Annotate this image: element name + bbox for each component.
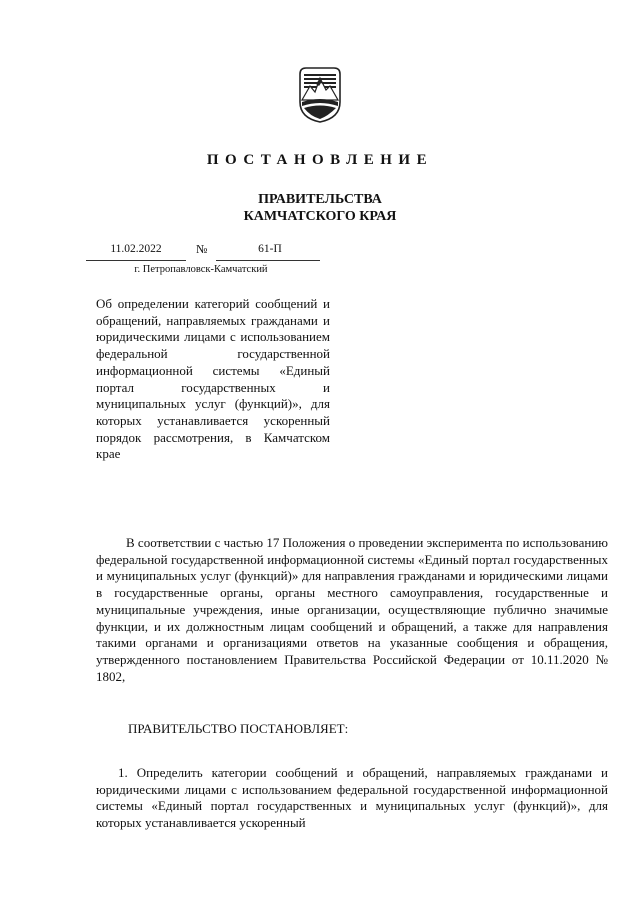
number-underline — [216, 260, 320, 261]
document-subject: Об определении категорий сообщений и обращений, направляемых гражданами и юридическими лицами с использованием федеральной государственной информационной системы «Единый портал государственных и муниципальных услуг (функций)», для которых устанавливается ускоренный порядок рассмотрения, в Камчатском крае — [96, 296, 330, 462]
document-date: 11.02.2022 — [110, 243, 162, 255]
authority-line-2: КАМЧАТСКОГО КРАЯ — [243, 209, 397, 224]
document-number: 61-П — [258, 243, 282, 255]
issuing-authority — [0, 191, 640, 225]
document-title: ПОСТАНОВЛЕНИЕ — [206, 152, 434, 168]
document-city: г. Петропавловск-Камчатский — [134, 264, 268, 275]
clause-1-paragraph: 1. Определить категории сообщений и обращений, направляемых гражданами и юридическими лицами с использованием федеральной государственной информационной системы «Единый портал государственных и муниципальных услуг (функций)», для которых устанавливается ускоренный — [96, 765, 608, 831]
number-sign: № — [196, 242, 208, 256]
decree-statement: ПРАВИТЕЛЬСТВО ПОСТАНОВЛЯЕТ: — [128, 721, 349, 736]
authority-line-1: ПРАВИТЕЛЬСТВА — [258, 192, 382, 207]
kamchatka-coat-of-arms-icon — [298, 64, 342, 124]
date-underline — [86, 260, 186, 261]
preamble-paragraph: В соответствии с частью 17 Положения о проведении эксперимента по использованию федеральной государственной информационной системы «Единый портал государственных и муниципальных услуг (функций)» для направления гражданами и юридическими лицами в государственные органы, органы местного самоуправления, государственные и муниципальные учреждения, иные организации, осуществляющие публично значимые функции, и их должностным лицам сообщений и обращений, а также для направления такими органами и организациями ответов на указанные сообщения и обращения, утвержденного постановлением Правительства Российской Федерации от 10.11.2020 № 1802, — [96, 535, 608, 684]
